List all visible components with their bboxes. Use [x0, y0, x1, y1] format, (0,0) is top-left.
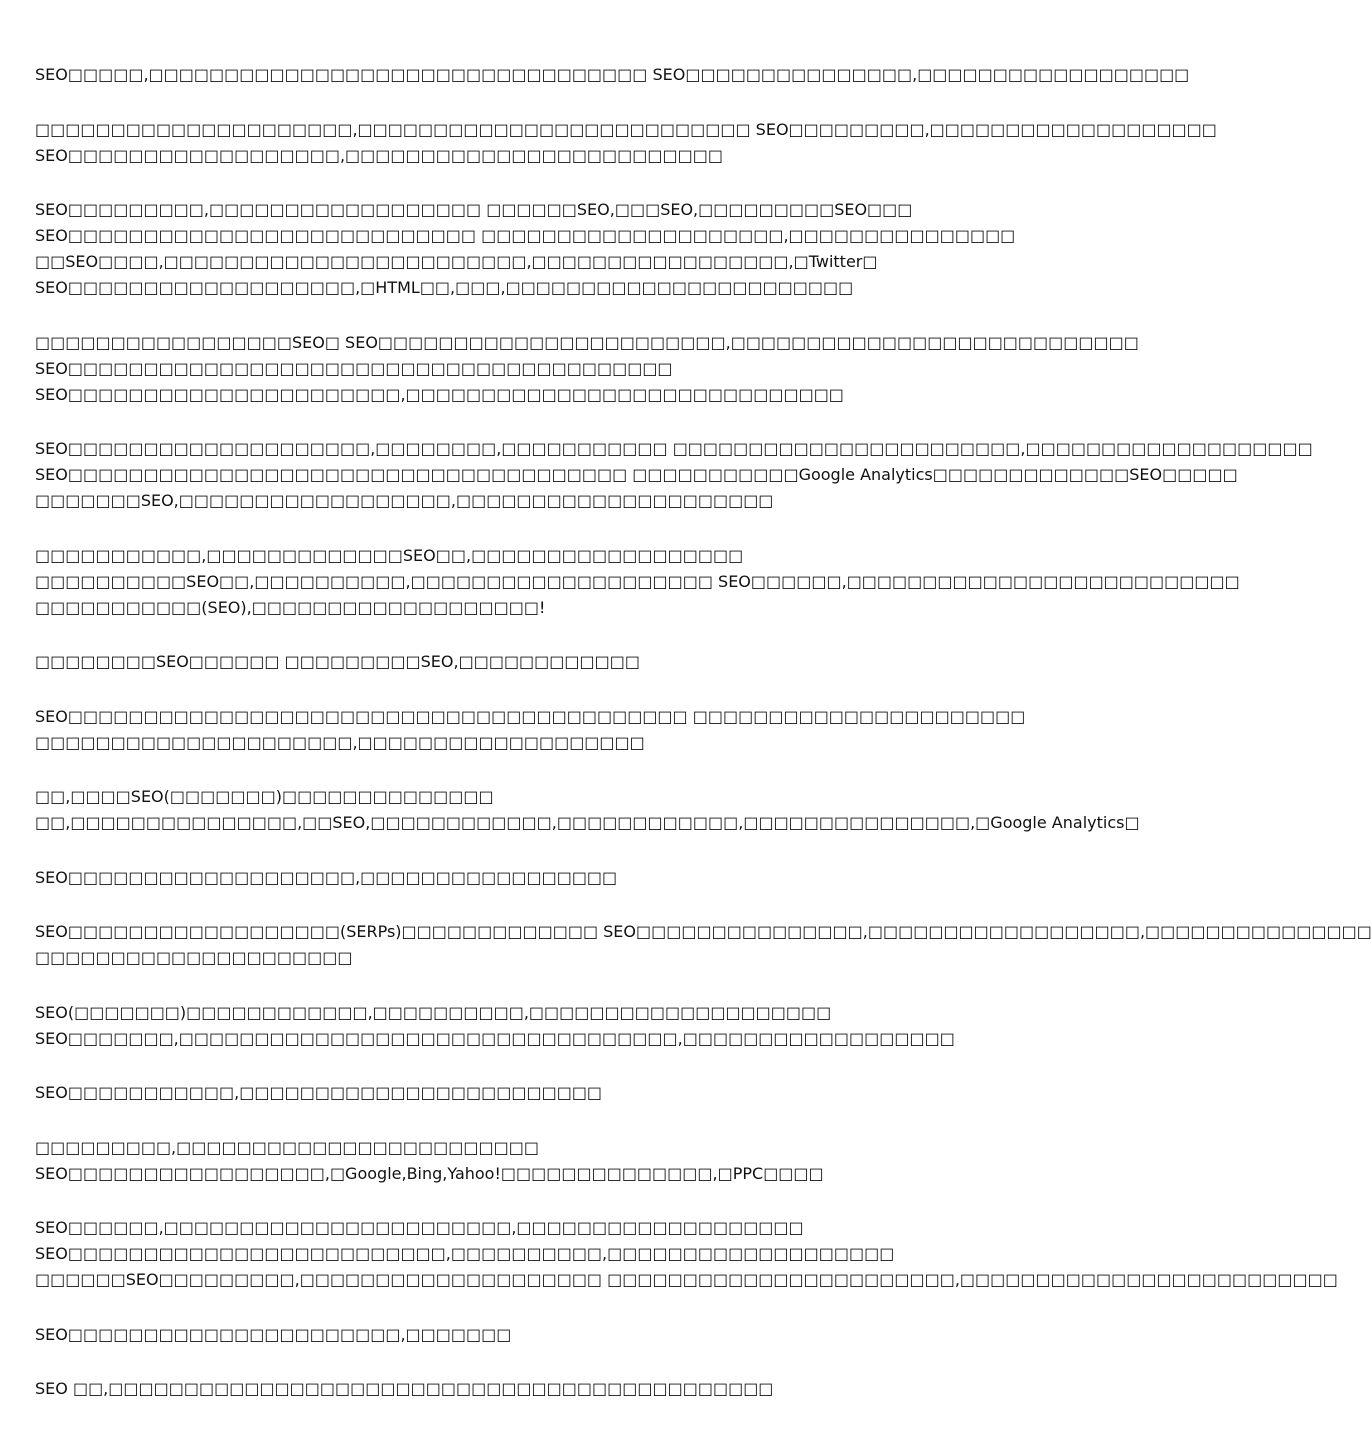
text-line: SEO□□□□□□□,□□□□□□□□□□□□□□□□□□□□□□□□□□□□□□□□□,□□□□□□□□□□□□□□□□□□	[35, 1028, 955, 1048]
text-line: SEO□□□□□□□□□□□□□□□□□□□□□□□□□□□ □□□□□□□□□□□□□□□□□□□□,□□□□□□□□□□□□□□□	[35, 226, 1016, 245]
text-line: SEO□□□□□□□□□□□□□□□□□□□□,□□□□□□□□,□□□□□□□□□□□ □□□□□□□□□□□□□□□□□□□□□□□,□□□□□□□□□□□□□□□□□□□	[35, 439, 1313, 458]
paragraph	[35, 704, 1026, 756]
paragraph	[35, 649, 995, 675]
text-line: SEO□□□□□□□□□□□□□□□□□□□□□□,□□□□□□□□□□□□□□□□□□□□□□□□□□□□□	[35, 384, 844, 404]
paragraph	[35, 1135, 995, 1187]
text-line: SEO□□□□□□□□□□□,□□□□□□□□□□□□□□□□□□□□□□□□	[35, 1083, 603, 1102]
document-body	[35, 62, 1372, 1431]
text-line: SEO□□□□□□□□□□□□□□□□□□□□□□,□□□□□□□	[35, 1324, 512, 1344]
text-line: □□,□□□□SEO(□□□□□□□)□□□□□□□□□□□□□□	[35, 787, 494, 806]
paragraph	[35, 436, 1313, 514]
text-line: □□□□□□SEO□□□□□□□□□,□□□□□□□□□□□□□□□□□□□□ □□□□□□□□□□□□□□□□□□□□□□□,□□□□□□□□□□□□□□□□□□□□□□□□□	[35, 1270, 1338, 1289]
text-line: □□□□□□□□□□□(SEO),□□□□□□□□□□□□□□□□□□□!	[35, 597, 546, 617]
text-line: □□□□□□□□□□□□□□□□□SEO□ SEO□□□□□□□□□□□□□□□□□□□□□□□,□□□□□□□□□□□□□□□□□□□□□□□□□□□	[35, 332, 1139, 352]
paragraph	[35, 1215, 1338, 1293]
paragraph	[35, 117, 1217, 169]
text-line: SEO□□□□□□□□□□□□□□□□□□□□□□□□□□□□□□□□□□□□□□□□	[35, 358, 673, 378]
text-line: SEO □□,□□□□□□□□□□□□□□□□□□□□□□□□□□□□□□□□□□□□□□□□□□□□	[35, 1379, 774, 1398]
text-line: □□□□□□□□□□□□□□□□□□□□□,□□□□□□□□□□□□□□□□□□□□□□□□□□ SEO□□□□□□□□□,□□□□□□□□□□□□□□□□□□□	[35, 119, 1217, 139]
paragraph	[35, 543, 1240, 621]
text-line: SEO□□□□□□□□□□□□□□□□□□□□□□□□□□□□□□□□□□□□□□□□□ □□□□□□□□□□□□□□□□□□□□□□	[35, 706, 1026, 726]
text-line: □□□□□□□□SEO□□□□□□ □□□□□□□□□SEO,□□□□□□□□□□□□	[35, 652, 640, 671]
text-line: □□,□□□□□□□□□□□□□□□,□□SEO,□□□□□□□□□□□□,□□□□□□□□□□□□,□□□□□□□□□□□□□□□,□Google Analytics□	[35, 813, 1140, 832]
paragraph	[35, 1322, 995, 1348]
text-line: SEO□□□□□,□□□□□□□□□□□□□□□□□□□□□□□□□□□□□□□□□ SEO□□□□□□□□□□□□□□□,□□□□□□□□□□□□□□□□□□	[35, 65, 1190, 84]
text-line: □□□□□□□□□□□□□□□□□□□□□	[35, 948, 353, 967]
text-line: □□□□□□□□□,□□□□□□□□□□□□□□□□□□□□□□□□	[35, 1137, 539, 1157]
text-line: SEO□□□□□□□□□□□□□□□□□□(SERPs)□□□□□□□□□□□□□ SEO□□□□□□□□□□□□□□□,□□□□□□□□□□□□□□□□□□,□□□□□□□□□□□□□□□	[35, 922, 1372, 941]
paragraph	[35, 1080, 995, 1106]
paragraph	[35, 784, 1140, 836]
text-line: □□SEO□□□□,□□□□□□□□□□□□□□□□□□□□□□□□,□□□□□□□□□□□□□□□□□,□Twitter□	[35, 252, 878, 271]
text-line: SEO□□□□□□□□□□□□□□□□□□□□□□□□□□□□□□□□□□□□□ □□□□□□□□□□□Google Analytics□□□□□□□□□□□□□SEO□□□□□	[35, 465, 1238, 484]
text-line: SEO□□□□□□□□□□□□□□□□□□□,□□□□□□□□□□□□□□□□□	[35, 867, 618, 887]
paragraph	[35, 919, 1372, 971]
text-line: □□□□□□□□□□□,□□□□□□□□□□□□□SEO□□,□□□□□□□□□□□□□□□□□□	[35, 545, 744, 565]
paragraph	[35, 1376, 995, 1402]
paragraph	[35, 197, 1016, 301]
text-line: SEO(□□□□□□□)□□□□□□□□□□□□,□□□□□□□□□□,□□□□□□□□□□□□□□□□□□□□	[35, 1002, 832, 1022]
text-line: □□□□□□□SEO,□□□□□□□□□□□□□□□□□□,□□□□□□□□□□□□□□□□□□□□□	[35, 491, 774, 510]
paragraph	[35, 1000, 995, 1052]
text-line: SEO□□□□□□□□□□□□□□□□□□□,□HTML□□,□□□,□□□□□□□□□□□□□□□□□□□□□□□	[35, 278, 854, 297]
paragraph	[35, 865, 995, 891]
paragraph	[35, 62, 1190, 88]
text-line: □□□□□□□□□□SEO□□,□□□□□□□□□□,□□□□□□□□□□□□□□□□□□□□ SEO□□□□□□,□□□□□□□□□□□□□□□□□□□□□□□□□□	[35, 571, 1240, 591]
text-line: □□□□□□□□□□□□□□□□□□□□□,□□□□□□□□□□□□□□□□□□□	[35, 732, 645, 752]
text-line: SEO□□□□□□,□□□□□□□□□□□□□□□□□□□□□□□,□□□□□□□□□□□□□□□□□□□	[35, 1218, 804, 1237]
text-line: SEO□□□□□□□□□□□□□□□□□□□□□□□□□,□□□□□□□□□□,□□□□□□□□□□□□□□□□□□□	[35, 1244, 895, 1263]
text-line: SEO□□□□□□□□□□□□□□□□□□,□□□□□□□□□□□□□□□□□□□□□□□□□	[35, 145, 723, 165]
text-line: SEO□□□□□□□□□□□□□□□□□,□Google,Bing,Yahoo!□□□□□□□□□□□□□□,□PPC□□□□	[35, 1163, 824, 1183]
text-line: SEO□□□□□□□□□,□□□□□□□□□□□□□□□□□□ □□□□□□SEO,□□□SEO,□□□□□□□□□SEO□□□	[35, 200, 913, 219]
paragraph	[35, 330, 1139, 408]
